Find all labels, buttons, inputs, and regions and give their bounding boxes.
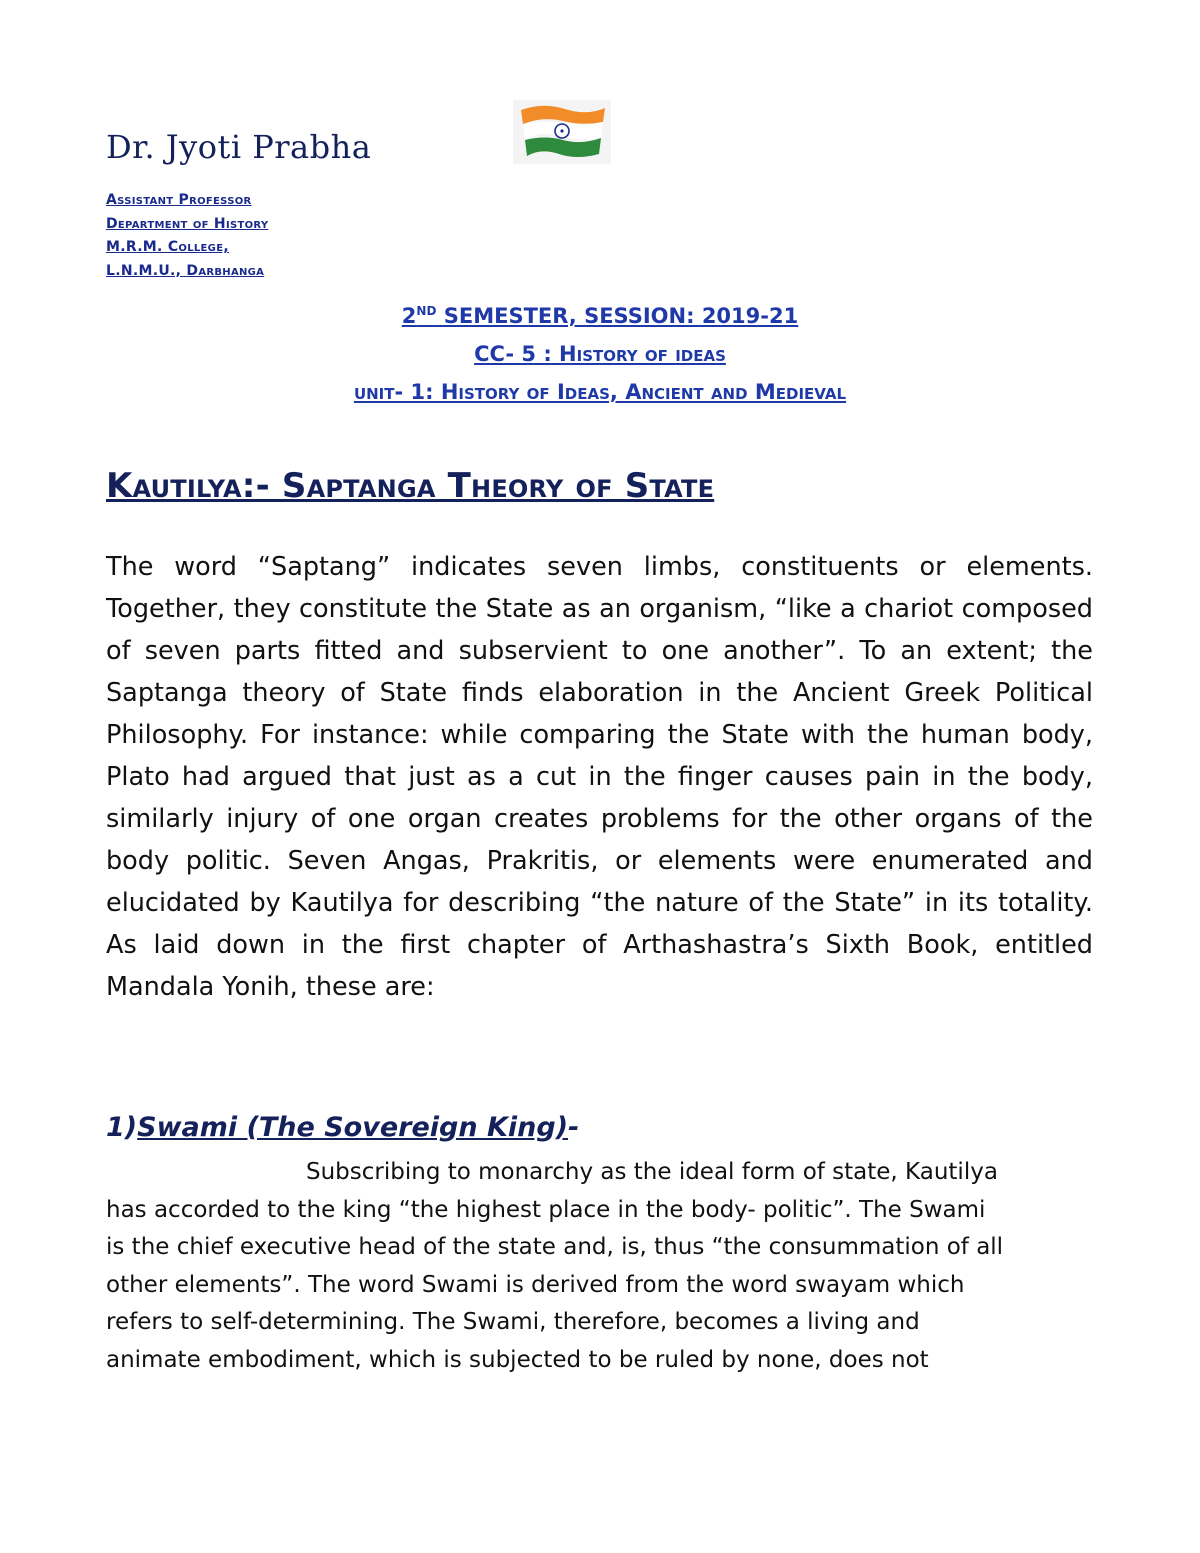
intro-paragraph: The word “Saptang” indicates seven limbs, constituents or elements. Together, they constitute the State as an organism, “like a chariot composed of seven parts fitted and subservient to one another”. To an extent; the Saptanga theory of State finds elaboration in the Ancient Greek Political Philosophy. For instance: while comparing the State with the human body, Plato had argued that just as a cut in the finger causes pain in the body, similarly injury of one organ creates problems for the other organs of the body politic. Seven Angas, Prakritis, or elements were enumerated and elucidated by Kautilya for describing “the nature of the State” in its totality. As laid down in the first chapter of Arthashastra’s Sixth Book, entitled Mandala Yonih, these are:	[106, 552, 1093, 1002]
section-body-line: Subscribing to monarchy as the ideal form of state, Kautilya	[306, 1159, 998, 1185]
author-name: Dr. Jyoti Prabha	[106, 128, 372, 166]
document-title: Kautilya:- Saptanga Theory of State	[106, 466, 715, 506]
section-heading-suffix: -	[568, 1112, 580, 1143]
section-number: 1)	[106, 1112, 138, 1143]
section-body	[106, 1154, 1096, 1379]
semester-session-text: SEMESTER, SESSION: 2019-21	[436, 304, 799, 328]
affiliation-college: M.R.M. College,	[106, 239, 229, 255]
section-body-line: has accorded to the king “the highest place in the body- politic”. The Swami	[106, 1196, 986, 1223]
author-affiliation	[106, 189, 268, 283]
section-heading	[106, 1112, 579, 1143]
section-heading-label: Swami (The Sovereign King)	[137, 1112, 569, 1143]
section-body-line: animate embodiment, which is subjected to be ruled by none, does not	[106, 1346, 929, 1373]
semester-number: 2	[401, 304, 417, 328]
section-body-line: is the chief executive head of the state and, is, thus “the consummation of all	[106, 1234, 1004, 1260]
semester-ordinal-suffix: ND	[416, 304, 437, 318]
affiliation-university: L.N.M.U., Darbhanga	[106, 262, 265, 279]
indian-flag-image	[513, 100, 611, 164]
course-paper: CC- 5 : History of ideas	[474, 342, 726, 366]
section-body-line: other elements”. The word Swami is derived from the word swayam which	[106, 1271, 965, 1298]
course-unit: unit- 1: History of Ideas, Ancient and Medieval	[353, 380, 847, 404]
section-body-line: refers to self-determining. The Swami, therefore, becomes a living and	[106, 1309, 920, 1335]
semester-session	[0, 292, 1200, 335]
course-info	[0, 292, 1200, 411]
affiliation-department: Department of History	[106, 215, 269, 232]
affiliation-title: Assistant Professor	[106, 192, 252, 208]
